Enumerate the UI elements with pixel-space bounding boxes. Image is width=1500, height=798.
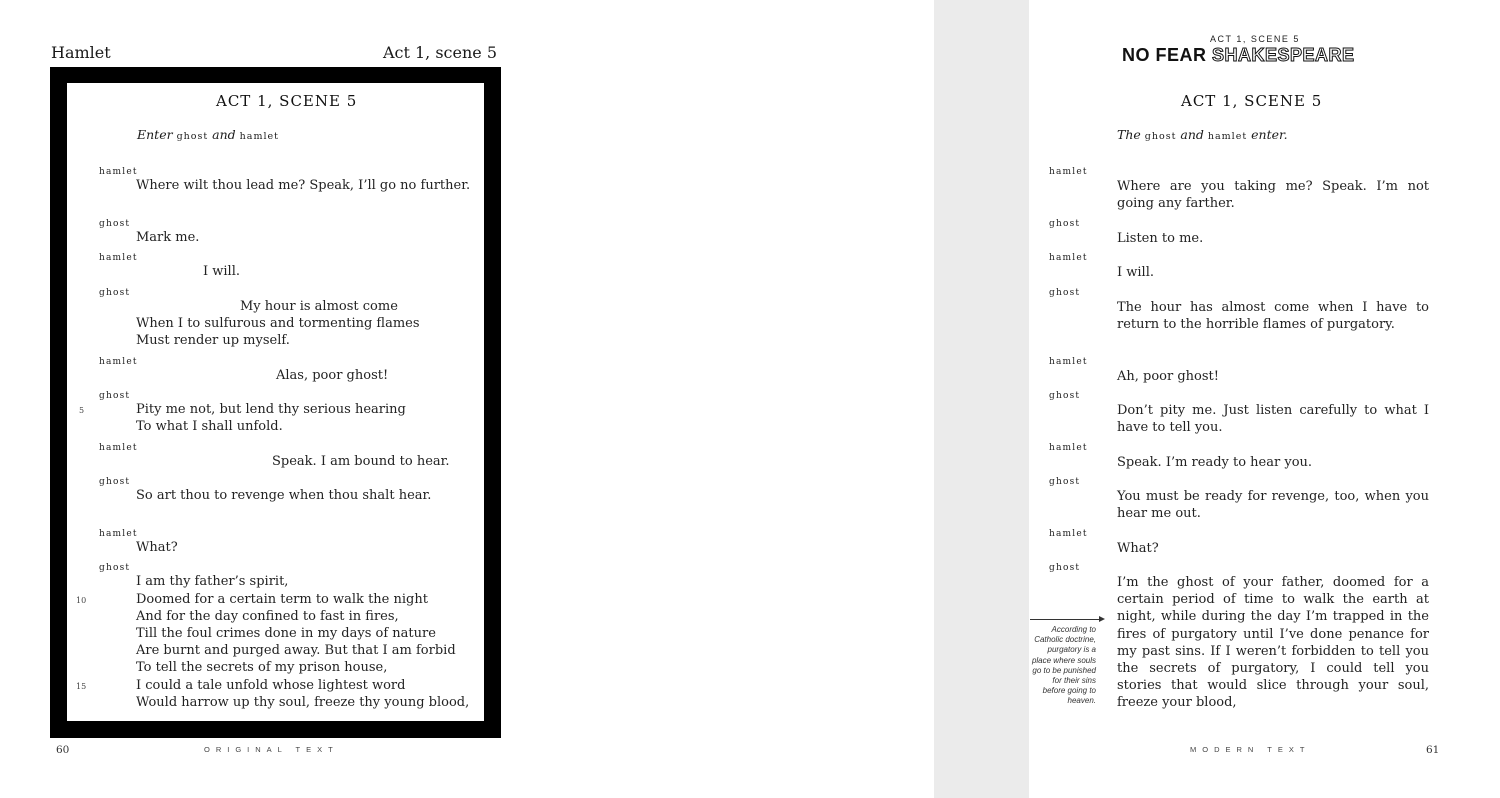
modern-paragraph: You must be ready for revenge, too, when you hear me out. (1117, 489, 1429, 522)
modern-paragraph: What? (1117, 541, 1159, 556)
modern-paragraph: Listen to me. (1117, 231, 1204, 246)
speaker-ghost: ghost (99, 391, 131, 401)
no-fear-shakespeare-logo (1122, 45, 1355, 66)
stage-enter: enter. (1251, 127, 1288, 142)
book-gutter (934, 0, 1029, 798)
logo-no-fear: NO FEAR (1122, 45, 1207, 65)
verse-line: I will. (203, 264, 241, 279)
stage-and: and (1180, 127, 1204, 142)
verse-line: Pity me not, but lend thy serious hearing (136, 402, 406, 417)
modern-paragraph: Speak. I’m ready to hear you. (1117, 455, 1313, 470)
speaker-hamlet: hamlet (1049, 443, 1088, 453)
stage-hamlet: hamlet (1207, 131, 1248, 142)
line-number: 10 (76, 596, 87, 605)
caption-original-text: ORIGINAL TEXT (204, 745, 339, 754)
stage-ghost: ghost (176, 131, 209, 142)
brand-subtitle: ACT 1, SCENE 5 (1210, 34, 1300, 44)
speaker-hamlet: hamlet (1049, 167, 1088, 177)
speaker-hamlet: hamlet (99, 443, 138, 453)
stage-and: and (212, 127, 236, 142)
stage-direction-modern (1117, 127, 1288, 142)
stage-the: The (1117, 127, 1141, 142)
modern-paragraph: Where are you taking me? Speak. I’m not going any farther. (1117, 179, 1429, 212)
line-number: 15 (76, 682, 87, 691)
stage-enter: Enter (137, 127, 173, 142)
running-head-title: Hamlet (51, 43, 111, 62)
verse-line: So art thou to revenge when thou shalt hear. (136, 488, 432, 503)
speaker-ghost: ghost (1049, 477, 1081, 487)
verse-line: When I to sulfurous and tormenting flames (136, 316, 420, 331)
speaker-hamlet: hamlet (99, 529, 138, 539)
verse-line: What? (136, 540, 178, 555)
scene-heading-modern: ACT 1, SCENE 5 (1181, 92, 1323, 110)
modern-paragraph: I’m the ghost of your father, doomed for a certain period of time to walk the earth at night, while during the day I’m trapped in the fires of purgatory until I’ve done penance for my past sins. If I weren’t forbidden to tell you the secrets of purgatory, I could tell you stories that would slice through your soul, freeze your blood, (1117, 575, 1429, 711)
speaker-hamlet: hamlet (1049, 529, 1088, 539)
verse-line: Alas, poor ghost! (276, 368, 389, 383)
verse-line: Mark me. (136, 230, 200, 245)
verse-line: To tell the secrets of my prison house, (136, 660, 388, 675)
speaker-ghost: ghost (99, 563, 131, 573)
modern-paragraph: Ah, poor ghost! (1117, 369, 1219, 384)
page-number-left: 60 (56, 744, 70, 756)
sidenote-purgatory: According to Catholic doctrine, purgatory is a place where souls go to be punished for their sins before going to heaven. (1031, 625, 1096, 706)
arrow-right-icon (1099, 616, 1105, 622)
speaker-ghost: ghost (1049, 288, 1081, 298)
line-number: 5 (79, 406, 85, 415)
verse-line: Would harrow up thy soul, freeze thy young blood, (136, 695, 470, 710)
modern-paragraph: Don’t pity me. Just listen carefully to what I have to tell you. (1117, 403, 1429, 436)
stage-hamlet: hamlet (239, 131, 279, 142)
verse-line: And for the day confined to fast in fires, (136, 609, 399, 624)
verse-line: Where wilt thou lead me? Speak, I’ll go no further. (136, 178, 471, 193)
speaker-hamlet: hamlet (1049, 253, 1088, 263)
speaker-hamlet: hamlet (99, 357, 138, 367)
verse-line: Speak. I am bound to hear. (272, 454, 450, 469)
sidenote-pointer-line (1030, 619, 1100, 620)
verse-line: Are burnt and purged away. But that I am forbid (136, 643, 456, 658)
speaker-ghost: ghost (1049, 391, 1081, 401)
verse-line: To what I shall unfold. (136, 419, 283, 434)
stage-ghost: ghost (1144, 131, 1177, 142)
speaker-hamlet: hamlet (99, 253, 138, 263)
stage-direction-original (137, 127, 279, 142)
speaker-ghost: ghost (99, 288, 131, 298)
verse-line: Till the foul crimes done in my days of nature (136, 626, 436, 641)
speaker-ghost: ghost (99, 219, 131, 229)
verse-line: Must render up myself. (136, 333, 290, 348)
logo-shakespeare: SHAKESPEARE (1212, 45, 1355, 65)
modern-paragraph: I will. (1117, 265, 1155, 280)
page-number-right: 61 (1426, 744, 1440, 756)
verse-line: I am thy father’s spirit, (136, 574, 289, 589)
speaker-hamlet: hamlet (1049, 357, 1088, 367)
running-head-scene: Act 1, scene 5 (382, 43, 497, 62)
verse-line: I could a tale unfold whose lightest word (136, 678, 406, 693)
scene-heading-original: ACT 1, SCENE 5 (216, 92, 358, 110)
speaker-ghost: ghost (1049, 219, 1081, 229)
caption-modern-text: MODERN TEXT (1190, 745, 1311, 754)
modern-paragraph: The hour has almost come when I have to return to the horrible flames of purgatory. (1117, 300, 1429, 333)
speaker-hamlet: hamlet (99, 167, 138, 177)
speaker-ghost: ghost (1049, 563, 1081, 573)
verse-line: Doomed for a certain term to walk the night (136, 592, 428, 607)
verse-line: My hour is almost come (240, 299, 398, 314)
speaker-ghost: ghost (99, 477, 131, 487)
